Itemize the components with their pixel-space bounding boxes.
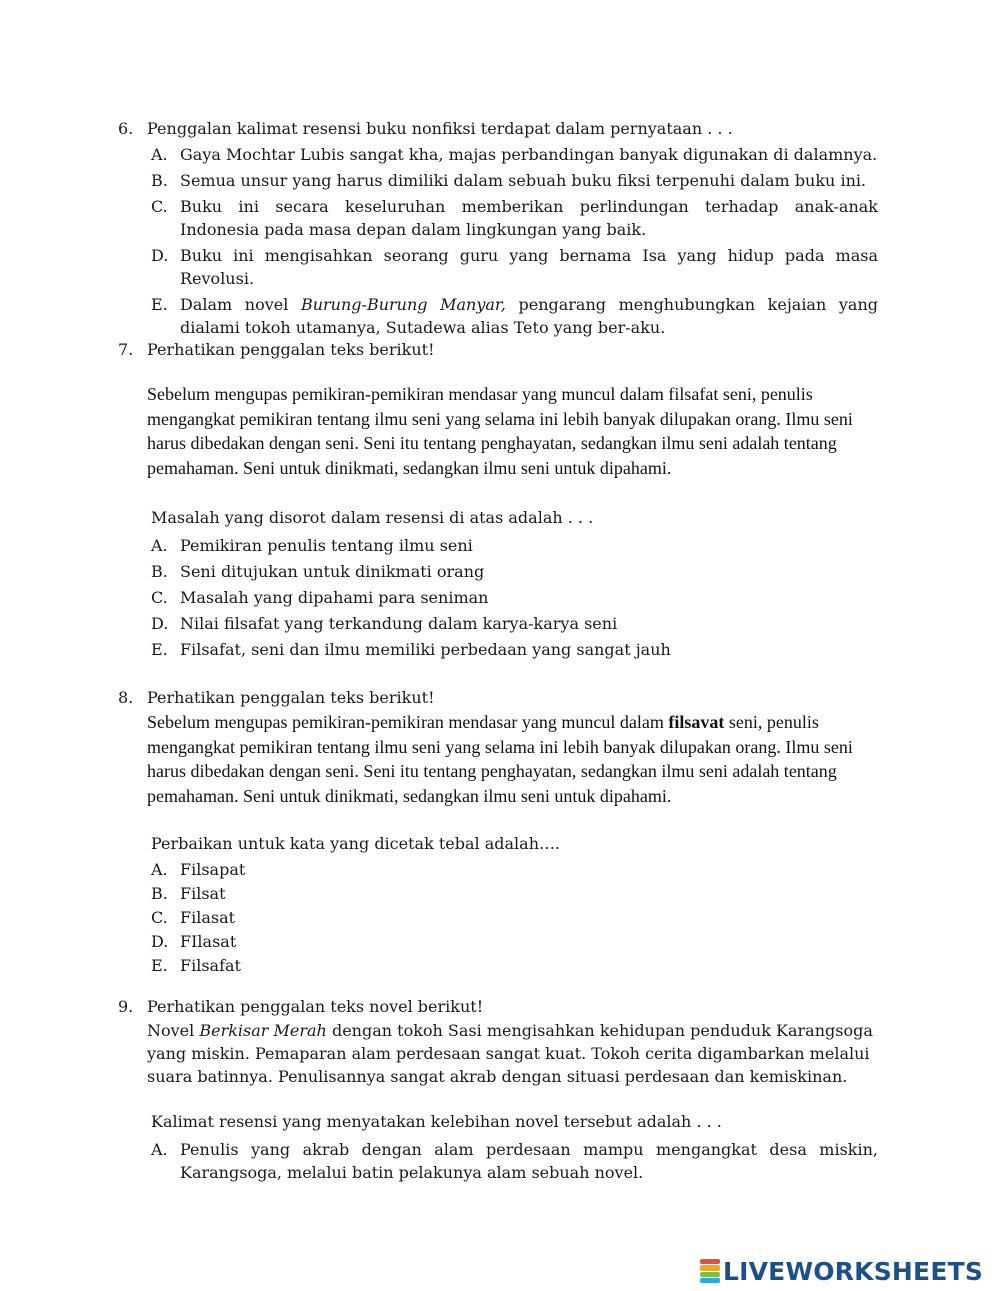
options-list [151,534,878,661]
question-stem: Kalimat resensi yang menyatakan kelebihan novel tersebut adalah . . . [151,1112,722,1131]
novel-title: Burung-Burung Manyar, [300,295,506,314]
option-letter: E. [151,295,168,314]
option-text-part: Dalam novel [180,295,301,314]
option-text: Seni ditujukan untuk dinikmati orang [180,562,485,581]
option-text: Penulis yang akrab dengan alam perdesaan mampu mengangkat desa miskin, Karangsoga, melalui batin pelakunya alam sebuah novel. [180,1140,878,1182]
question-stem: Perbaikan untuk kata yang dicetak tebal adalah…. [151,834,561,853]
option-text: Buku ini mengisahkan seorang guru yang bernama Isa yang hidup pada masa Revolusi. [180,246,878,288]
option-text: Gaya Mochtar Lubis sangat kha, majas perbandingan banyak digunakan di dalamnya. [180,145,878,164]
question-text: Perhatikan penggalan teks berikut! [147,340,435,359]
option-text: Masalah yang dipahami para seniman [180,588,489,607]
option-e[interactable] [151,293,878,339]
liveworksheets-logo [700,1258,983,1284]
logo-text: LIVEWORKSHEETS [723,1256,984,1286]
option-e[interactable] [151,638,878,661]
question-number: 7. [118,340,134,359]
option-letter: A. [151,145,168,164]
option-text-part: pengarang menghubungkan kejaian yang dialami tokoh utamanya, Sutadewa alias Teto yang ber-aku. [180,295,878,337]
option-c[interactable] [151,195,878,241]
option-letter: C. [151,197,168,216]
option-a[interactable] [151,858,878,881]
option-text: Buku ini secara keseluruhan memberikan perlindungan terhadap anak-anak Indonesia pada masa depan dalam lingkungan yang baik. [180,197,878,239]
option-text: Filsafat [180,956,241,975]
option-a[interactable] [151,534,878,557]
option-text: Filasat [180,908,236,927]
option-letter: B. [151,884,168,903]
option-b[interactable] [151,169,878,192]
option-a[interactable] [151,1138,878,1184]
options-list [151,1138,878,1184]
question-6 [118,117,878,342]
option-text: Filsapat [180,860,246,879]
passage: Sebelum mengupas pemikiran-pemikiran mendasar yang muncul dalam filsafat seni, penulis mengangkat pemikiran tentang ilmu seni yang selama ini lebih banyak dilupakan orang. Ilmu seni harus dibedakan dengan seni. Seni itu tentang penghayatan, sedangkan ilmu seni adalah tentang pemahaman. Seni untuk dinikmati, sedangkan ilmu seni untuk dipahami. [147,384,853,478]
option-letter: E. [151,956,168,975]
bold-word: filsavat [668,712,725,732]
option-b[interactable] [151,560,878,583]
option-letter: D. [151,246,169,265]
passage-part: seni, penulis mengangkat pemikiran tentang ilmu seni yang selama ini lebih banyak dilupakan orang. Ilmu seni harus dibedakan dengan seni. Seni itu tentang penghayatan, sedangkan ilmu seni adalah tentang pemahaman. Seni untuk dinikmati, sedangkan ilmu seni untuk dipahami. [147,712,853,806]
option-b[interactable] [151,882,878,905]
option-letter: D. [151,614,169,633]
logo-blocks-icon [700,1259,720,1283]
novel-title: Berkisar Merah [199,1021,327,1040]
passage-part: Novel [147,1021,200,1040]
question-8 [118,686,878,978]
question-stem: Masalah yang disorot dalam resensi di atas adalah . . . [151,508,594,527]
passage [147,1019,882,1088]
passage [147,710,892,808]
passage-part: Sebelum mengupas pemikiran-pemikiran mendasar yang muncul dalam [147,712,669,732]
question-text: Perhatikan penggalan teks novel berikut! [147,997,484,1016]
option-letter: A. [151,536,168,555]
option-letter: E. [151,640,168,659]
question-text: Perhatikan penggalan teks berikut! [147,688,435,707]
option-a[interactable] [151,143,878,166]
question-9 [118,995,878,1187]
option-text: Pemikiran penulis tentang ilmu seni [180,536,473,555]
question-number: 6. [118,119,134,138]
option-letter: A. [151,1140,168,1159]
option-c[interactable] [151,586,878,609]
question-number: 9. [118,997,134,1016]
question-number: 8. [118,688,134,707]
option-c[interactable] [151,906,878,929]
option-text: Semua unsur yang harus dimiliki dalam sebuah buku fiksi terpenuhi dalam buku ini. [180,171,867,190]
option-letter: C. [151,588,168,607]
option-d[interactable] [151,244,878,290]
option-letter: C. [151,908,168,927]
option-text: Nilai filsafat yang terkandung dalam karya-karya seni [180,614,618,633]
option-letter: B. [151,171,168,190]
options-list [151,858,878,977]
option-letter: D. [151,932,169,951]
option-letter: B. [151,562,168,581]
option-d[interactable] [151,930,878,953]
option-e[interactable] [151,954,878,977]
passage-part: dengan tokoh Sasi mengisahkan kehidupan penduduk Karangsoga yang miskin. Pemaparan alam perdesaan sangat kuat. Tokoh cerita digambarkan melalui suara batinnya. Penulisannya sangat akrab dengan situasi perdesaan dan kemiskinan. [147,1021,873,1086]
option-letter: A. [151,860,168,879]
options-list [151,143,878,339]
question-7 [118,338,878,664]
option-text: Filsat [180,884,226,903]
option-text: Filsafat, seni dan ilmu memiliki perbedaan yang sangat jauh [180,640,671,659]
option-text [180,293,878,339]
question-text: Penggalan kalimat resensi buku nonfiksi terdapat dalam pernyataan . . . [147,119,733,138]
option-text: FIlasat [180,932,237,951]
option-d[interactable] [151,612,878,635]
